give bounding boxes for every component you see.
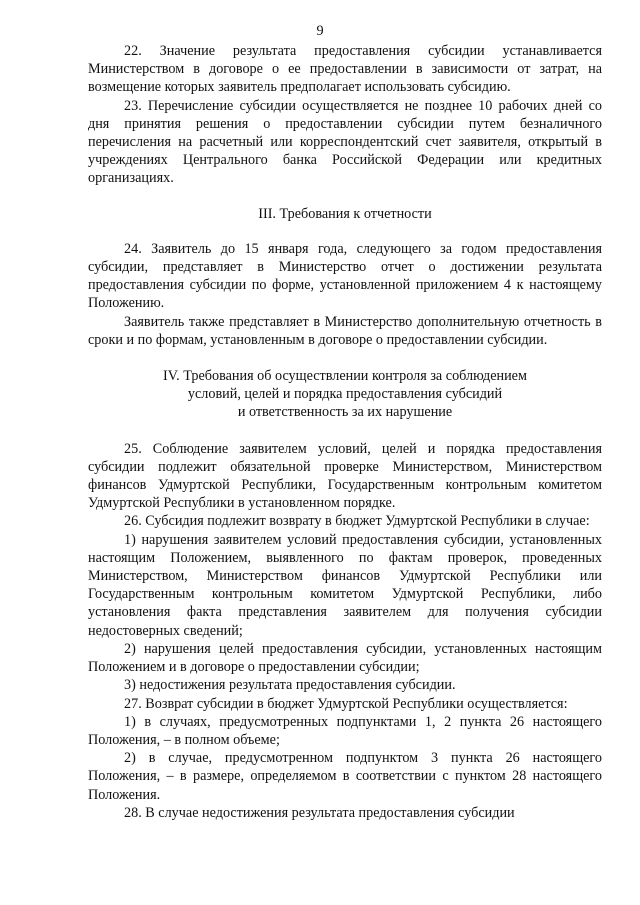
paragraph-26: 26. Субсидия подлежит возврату в бюджет Удмуртской Республики в случае:: [124, 513, 590, 530]
paragraph-27-item-1: 1) в случаях, предусмотренных подпунктами 1, 2 пункта 26 настоящего Положения, – в полном объеме;: [88, 713, 602, 748]
paragraph-26-item-1: 1) нарушения заявителем условий предоставления субсидии, установленных настоящим Положением, выявленного по фактам проверок, проведенных Министерством, Министерством финансов Удмуртской Республики или Государственным контрольным комитетом Удмуртской Республики, либо установления факта представления заявителем для получения субсидии недостоверных сведений;: [88, 531, 602, 639]
paragraph-23: 23. Перечисление субсидии осуществляется не позднее 10 рабочих дней со дня принятия решения о предоставлении субсидии путем безналичного перечисления на расчетный или корреспондентский счет заявителя, открытый в учреждениях Центрального банка Российской Федерации или кредитных организациях.: [88, 97, 602, 187]
spacer: [88, 223, 602, 240]
section-4-heading-line-2: условий, целей и порядка предоставления субсидий: [187, 386, 503, 403]
paragraph-26-item-2: 2) нарушения целей предоставления субсидии, установленных настоящим Положением и в договоре о предоставлении субсидии;: [88, 640, 602, 676]
section-3-heading: III. Требования к отчетности: [258, 205, 432, 222]
paragraph-27-item-2: 2) в случае, предусмотренном подпунктом 3 пункта 26 настоящего Положения, – в размере, определяемом в соответствии с пунктом 28 настоящего Положения.: [88, 750, 602, 803]
spacer: [88, 422, 602, 440]
page-number: 9: [316, 23, 324, 39]
paragraph-25: 25. Соблюдение заявителем условий, целей и порядка предоставления субсидии подлежит обязательной проверке Министерством, Министерством финансов Удмуртской Республики, Государственным контрольным комитетом Удмуртской Республики в установленном порядке.: [88, 440, 602, 512]
document-body: [88, 42, 602, 822]
paragraph-24: 24. Заявитель до 15 января года, следующего за годом предоставления субсидии, представляет в Министерство отчет о достижении результата предоставления субсидии по форме, установленной приложением 4 к настоящему Положению.: [88, 240, 602, 312]
paragraph-22: 22. Значение результата предоставления субсидии устанавливается Министерством в договоре о ее предоставлении в зависимости от затрат, на возмещение которых заявитель предполагает использовать субсидию.: [88, 43, 602, 96]
paragraph-26-item-3: 3) недостижения результата предоставления субсидии.: [124, 677, 456, 694]
paragraph-28: 28. В случае недостижения результата предоставления субсидии: [124, 804, 515, 821]
spacer: [88, 188, 602, 205]
section-4-heading-line-1: IV. Требования об осуществлении контроля за соблюдением: [163, 368, 527, 385]
section-4-heading-line-3: и ответственность за их нарушение: [237, 404, 453, 421]
spacer: [88, 349, 602, 367]
paragraph-24-cont: Заявитель также представляет в Министерство дополнительную отчетность в сроки и по формам, установленным в договоре о предоставлении субсидии.: [88, 313, 602, 348]
paragraph-27: 27. Возврат субсидии в бюджет Удмуртской Республики осуществляется:: [124, 695, 568, 712]
